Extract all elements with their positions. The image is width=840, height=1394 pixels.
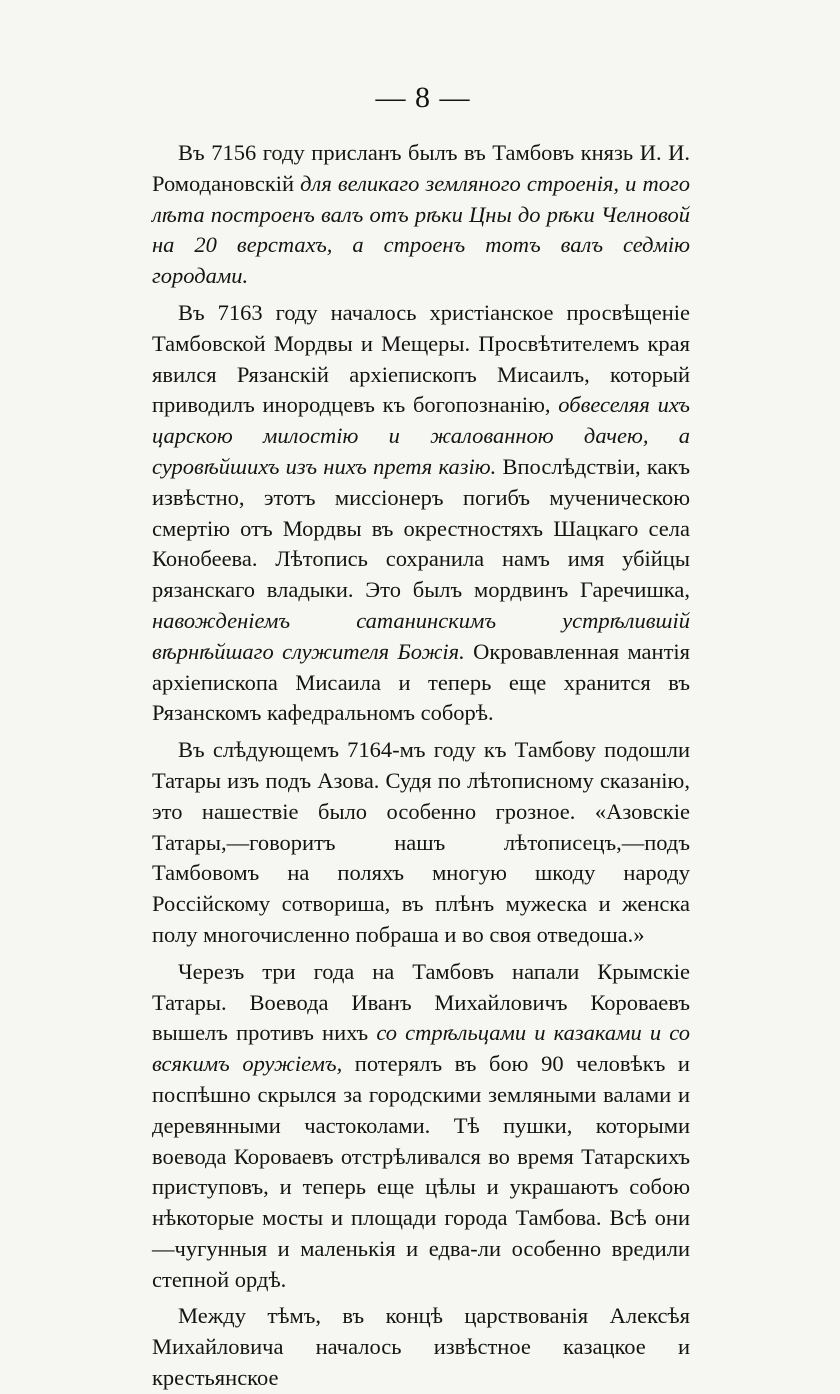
paragraph-text: Окровавленная мантія архіепископа Мисаила и теперь еще хранится въ Рязанскомъ кафедральномъ соборѣ. bbox=[152, 638, 691, 726]
paragraph-italic-text: со стрѣльцами и казаками и со всякимъ оружіемъ, bbox=[152, 1020, 690, 1077]
paragraph-4 bbox=[152, 957, 690, 1296]
paragraph-text: Въ 7163 году началось христіанское просвѣщеніе Тамбовской Мордвы и Мещеры. Просвѣтителемъ края явился Рязанскій архіепископъ Мисаилъ, который приводилъ инородцевъ къ богопознанію, bbox=[152, 299, 690, 418]
paragraph-italic-text: навожденіемъ сатанинскимъ устрѣлившій вѣрнѣйшаго служителя Божія. bbox=[152, 607, 690, 664]
paragraph-text: Въ слѣдующемъ 7164-мъ году къ Тамбову подошли Татары изъ подъ Азова. Судя по лѣтописному сказанію, это нашествіе было особенно грозное. «Азовскіе Татары,—говоритъ нашъ лѣтописецъ,—подъ Тамбовомъ на поляхъ многую шкоду народу Россійскому сотвориша, въ плѣнъ мужеска и женска полу многочисленно побраша и во своя отведоша.» bbox=[152, 737, 690, 947]
paragraph-2 bbox=[152, 298, 690, 729]
paragraph-italic-text: для великаго земляного строенія, и того лѣта построенъ валъ отъ рѣки Цны до рѣки Челновой на 20 верстахъ, а строенъ тотъ валъ седмію городами. bbox=[152, 170, 691, 289]
paragraph-5 bbox=[152, 1301, 690, 1393]
paragraph-italic-text: обвеселяя ихъ царскою милостію и жалованною дачею, а суровѣйшихъ изъ нихъ претя казію. bbox=[152, 392, 690, 479]
paragraph-text: Въ 7156 году присланъ былъ въ Тамбовъ князь И. И. Ромодановскій bbox=[152, 140, 690, 196]
paragraph-text: Между тѣмъ, въ концѣ царствованія Алексѣя Михайловича началось извѣстное казацкое и крестьянское bbox=[152, 1303, 690, 1391]
paragraph-text: Черезъ три года на Тамбовъ напали Крымскіе Татары. Воевода Иванъ Михайловичъ Короваевъ вышелъ противъ нихъ bbox=[152, 958, 690, 1046]
page-number: — 8 — bbox=[375, 81, 471, 114]
paragraph-text: потерялъ въ бою 90 человѣкъ и поспѣшно скрылся за городскими земляными валами и деревянными частоколами. Тѣ пушки, которыми воевода Короваевъ отстрѣливался во время Татарскихъ приступовъ, и теперь еще цѣлы и украшаютъ собою нѣкоторые мосты и площади города Тамбова. Всѣ они—чугунныя и маленькія и едва-ли особенно вредили степной ордѣ. bbox=[152, 1051, 690, 1292]
paragraph-1 bbox=[152, 138, 690, 292]
paragraph-text: Впослѣдствіи, какъ извѣстно, этотъ миссіонеръ погибъ мученическою смертію отъ Мордвы въ окрестностяхъ Шацкаго села Конобеева. Лѣтопись сохранила намъ имя убійцы рязанскаго владыки. Это былъ мордвинъ Гаречишка, bbox=[152, 453, 691, 603]
paragraph-3 bbox=[152, 735, 690, 951]
